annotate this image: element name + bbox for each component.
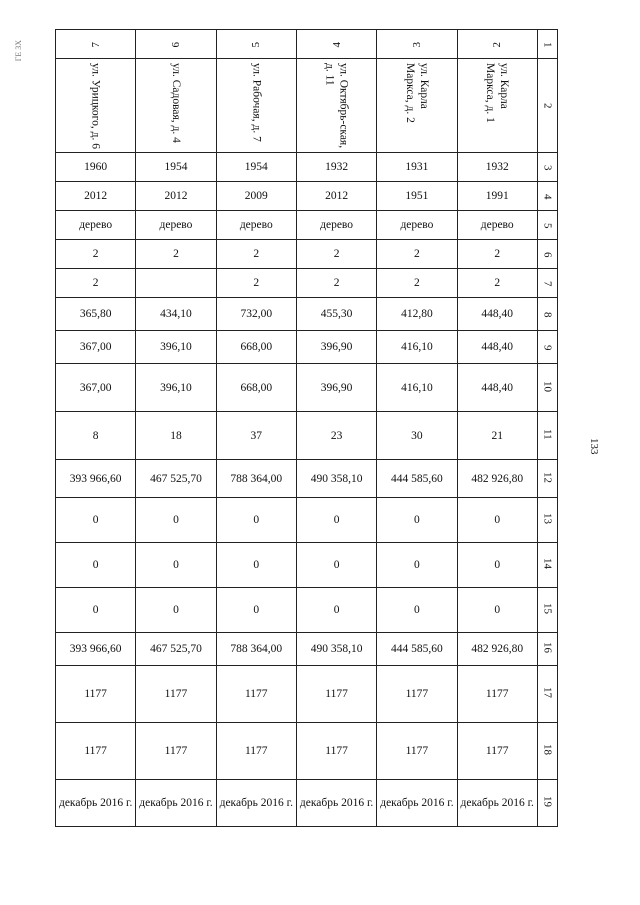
cell-value: 1177 bbox=[325, 688, 348, 700]
value-cell bbox=[377, 211, 457, 240]
cell-value: 1177 bbox=[485, 745, 509, 757]
value-cell bbox=[136, 153, 216, 182]
value-cell bbox=[216, 412, 296, 460]
cell-value: дерево bbox=[239, 219, 273, 231]
row-number-cell bbox=[537, 666, 557, 723]
value-cell bbox=[377, 633, 457, 666]
cell-value: 788 364,00 bbox=[230, 472, 283, 485]
cell-value: 1932 bbox=[485, 161, 509, 173]
cell-value: 2012 bbox=[84, 190, 108, 202]
row-number-cell bbox=[537, 498, 557, 543]
address-cell bbox=[136, 59, 216, 153]
cell-value: 434,10 bbox=[160, 308, 192, 320]
cell-value: 490 358,10 bbox=[310, 643, 363, 655]
value-cell bbox=[457, 723, 537, 780]
value-cell bbox=[56, 633, 136, 666]
table-row bbox=[56, 211, 558, 240]
value-cell bbox=[457, 182, 537, 211]
row-number-cell bbox=[537, 588, 557, 633]
cell-value: 396,10 bbox=[160, 341, 192, 353]
value-cell bbox=[296, 723, 376, 780]
cell-value: 0 bbox=[494, 514, 501, 526]
value-cell bbox=[216, 498, 296, 543]
value-cell bbox=[56, 331, 136, 364]
table-row bbox=[56, 780, 558, 827]
value-cell bbox=[136, 269, 216, 298]
table-row bbox=[56, 59, 558, 153]
value-cell bbox=[136, 780, 216, 827]
value-cell bbox=[296, 153, 376, 182]
cell-value: декабрь 2016 г. bbox=[299, 797, 374, 809]
row-number: 18 bbox=[541, 744, 554, 755]
value-cell bbox=[377, 666, 457, 723]
row-number: 10 bbox=[541, 380, 554, 392]
row-number: 4 bbox=[541, 193, 554, 199]
value-cell bbox=[457, 666, 537, 723]
value-cell bbox=[457, 298, 537, 331]
column-number: 3 bbox=[410, 41, 423, 47]
value-cell bbox=[216, 153, 296, 182]
column-number-cell bbox=[377, 30, 457, 59]
cell-value: 18 bbox=[170, 429, 182, 442]
value-cell bbox=[377, 723, 457, 780]
cell-value: 23 bbox=[330, 429, 343, 442]
cell-value: 2 bbox=[333, 248, 340, 260]
cell-value: 448,40 bbox=[481, 308, 514, 320]
table-row bbox=[56, 460, 558, 498]
value-cell bbox=[216, 588, 296, 633]
value-cell bbox=[296, 182, 376, 211]
row-number: 14 bbox=[541, 558, 554, 569]
cell-value: 1954 bbox=[244, 161, 268, 173]
table-row bbox=[56, 588, 558, 633]
cell-value: 365,80 bbox=[79, 308, 112, 320]
value-cell bbox=[56, 666, 136, 723]
cell-value: 1177 bbox=[164, 688, 188, 700]
value-cell bbox=[377, 153, 457, 182]
cell-value: 2012 bbox=[164, 190, 188, 202]
row-number-cell bbox=[537, 211, 557, 240]
cell-value: 1177 bbox=[405, 688, 429, 700]
address: ул. Урицкого, д. 6 bbox=[89, 63, 102, 149]
value-cell bbox=[296, 498, 376, 543]
cell-value: дерево bbox=[480, 219, 514, 231]
cell-value: 367,00 bbox=[79, 341, 112, 353]
cell-value: 0 bbox=[414, 604, 420, 616]
table-row bbox=[56, 633, 558, 666]
cell-value: 467 525,70 bbox=[150, 643, 202, 655]
value-cell bbox=[377, 412, 457, 460]
value-cell bbox=[136, 723, 216, 780]
cell-value: 2 bbox=[92, 277, 99, 289]
value-cell bbox=[216, 460, 296, 498]
cell-value: 0 bbox=[333, 604, 340, 616]
address: ул. Рабочая, д. 7 bbox=[250, 63, 263, 142]
value-cell bbox=[136, 588, 216, 633]
column-number: 7 bbox=[89, 41, 102, 47]
cell-value: 8 bbox=[92, 429, 99, 442]
cell-value: 416,10 bbox=[401, 341, 433, 353]
value-cell bbox=[56, 543, 136, 588]
value-cell bbox=[296, 460, 376, 498]
value-cell bbox=[136, 211, 216, 240]
value-cell bbox=[377, 780, 457, 827]
value-cell bbox=[457, 460, 537, 498]
value-cell bbox=[56, 723, 136, 780]
row-number: 19 bbox=[541, 796, 554, 807]
cell-value: 490 358,10 bbox=[310, 472, 363, 485]
row-number: 8 bbox=[541, 311, 554, 317]
cell-value: 2 bbox=[253, 277, 260, 289]
cell-value: 30 bbox=[411, 429, 423, 442]
value-cell bbox=[136, 666, 216, 723]
cell-value: 1954 bbox=[164, 161, 188, 173]
value-cell bbox=[136, 364, 216, 412]
row-number-cell bbox=[537, 269, 557, 298]
cell-value: 1177 bbox=[244, 688, 268, 700]
value-cell bbox=[377, 269, 457, 298]
cell-value: 1177 bbox=[325, 745, 348, 757]
value-cell bbox=[377, 240, 457, 269]
cell-value: дерево bbox=[79, 219, 113, 231]
cell-value: 1932 bbox=[325, 161, 349, 173]
value-cell bbox=[377, 298, 457, 331]
value-cell bbox=[377, 460, 457, 498]
column-number-cell bbox=[457, 30, 537, 59]
cell-value: 0 bbox=[253, 559, 260, 571]
value-cell bbox=[56, 780, 136, 827]
column-number-cell bbox=[56, 30, 136, 59]
row-number-cell bbox=[537, 298, 557, 331]
value-cell bbox=[377, 182, 457, 211]
value-cell bbox=[296, 298, 376, 331]
value-cell bbox=[56, 182, 136, 211]
value-cell bbox=[136, 460, 216, 498]
value-cell bbox=[296, 331, 376, 364]
cell-value: 412,80 bbox=[401, 308, 433, 320]
table-row bbox=[56, 269, 558, 298]
cell-value: дерево bbox=[159, 219, 193, 231]
row-number: 6 bbox=[541, 251, 554, 257]
row-number: 1 bbox=[541, 41, 554, 47]
value-cell bbox=[56, 498, 136, 543]
row-number: 9 bbox=[541, 344, 554, 350]
address-cell bbox=[56, 59, 136, 153]
cell-value: 444 585,60 bbox=[391, 472, 443, 485]
value-cell bbox=[216, 298, 296, 331]
table-row bbox=[56, 298, 558, 331]
value-cell bbox=[136, 498, 216, 543]
row-number: 13 bbox=[541, 513, 554, 524]
cell-value: 0 bbox=[494, 559, 501, 571]
cell-value: 396,90 bbox=[320, 341, 353, 353]
value-cell bbox=[56, 269, 136, 298]
column-number-cell bbox=[136, 30, 216, 59]
row-number-cell bbox=[537, 723, 557, 780]
value-cell bbox=[136, 298, 216, 331]
column-number-cell bbox=[296, 30, 376, 59]
value-cell bbox=[56, 364, 136, 412]
column-number: 6 bbox=[169, 41, 182, 47]
value-cell bbox=[56, 460, 136, 498]
address: ул. Садовая, д. 4 bbox=[169, 63, 182, 143]
value-cell bbox=[377, 588, 457, 633]
value-cell bbox=[296, 412, 376, 460]
cell-value: дерево bbox=[400, 219, 434, 231]
cell-value: декабрь 2016 г. bbox=[58, 797, 133, 809]
address-cell bbox=[296, 59, 376, 153]
cell-value: 1177 bbox=[405, 745, 429, 757]
column-number: 4 bbox=[330, 41, 343, 47]
cell-value: 0 bbox=[414, 559, 420, 571]
row-number-cell bbox=[537, 460, 557, 498]
value-cell bbox=[56, 298, 136, 331]
value-cell bbox=[136, 633, 216, 666]
margin-mark: ГЕ ЗХ bbox=[14, 40, 23, 62]
cell-value: 448,40 bbox=[481, 381, 514, 394]
value-cell bbox=[457, 364, 537, 412]
cell-value: 416,10 bbox=[401, 381, 433, 394]
table-row bbox=[56, 412, 558, 460]
cell-value: 668,00 bbox=[240, 341, 273, 353]
column-number: 2 bbox=[491, 41, 504, 47]
value-cell bbox=[296, 666, 376, 723]
value-cell bbox=[136, 240, 216, 269]
row-number: 12 bbox=[541, 471, 554, 483]
value-cell bbox=[136, 412, 216, 460]
table-row bbox=[56, 498, 558, 543]
value-cell bbox=[56, 412, 136, 460]
cell-value: 2 bbox=[494, 248, 501, 260]
row-number: 11 bbox=[541, 428, 554, 440]
value-cell bbox=[296, 364, 376, 412]
cell-value: 0 bbox=[253, 514, 260, 526]
row-number: 3 bbox=[541, 164, 554, 170]
value-cell bbox=[296, 269, 376, 298]
cell-value: 1177 bbox=[84, 688, 107, 700]
cell-value: 2 bbox=[92, 248, 99, 260]
value-cell bbox=[216, 182, 296, 211]
cell-value: 37 bbox=[250, 429, 263, 442]
cell-value: 2 bbox=[414, 277, 420, 289]
value-cell bbox=[216, 780, 296, 827]
value-cell bbox=[457, 543, 537, 588]
address: ул. Октябрь-ская, д. 11 bbox=[323, 63, 350, 149]
cell-value: дерево bbox=[320, 219, 354, 231]
row-number-cell bbox=[537, 240, 557, 269]
value-cell bbox=[56, 240, 136, 269]
row-number: 17 bbox=[541, 687, 554, 698]
value-cell bbox=[56, 211, 136, 240]
value-cell bbox=[216, 543, 296, 588]
value-cell bbox=[216, 240, 296, 269]
row-number-cell bbox=[537, 182, 557, 211]
cell-value: 0 bbox=[173, 514, 179, 526]
data-table bbox=[55, 29, 558, 827]
row-number-cell bbox=[537, 633, 557, 666]
cell-value: декабрь 2016 г. bbox=[219, 797, 293, 809]
row-number-cell bbox=[537, 543, 557, 588]
cell-value: 2012 bbox=[325, 190, 349, 202]
cell-value: 393 966,60 bbox=[69, 472, 122, 485]
page-number: 133 bbox=[588, 438, 600, 455]
value-cell bbox=[56, 588, 136, 633]
value-cell bbox=[216, 211, 296, 240]
value-cell bbox=[216, 331, 296, 364]
cell-value: 2009 bbox=[244, 190, 268, 202]
cell-value: 2 bbox=[414, 248, 420, 260]
value-cell bbox=[296, 211, 376, 240]
cell-value: 367,00 bbox=[79, 381, 112, 394]
cell-value: декабрь 2016 г. bbox=[380, 797, 454, 809]
address: ул. Карла Маркса, д. 2 bbox=[403, 63, 430, 123]
cell-value: 1177 bbox=[84, 745, 107, 757]
value-cell bbox=[457, 588, 537, 633]
row-number-cell bbox=[537, 780, 557, 827]
cell-value: 0 bbox=[92, 559, 99, 571]
table-row bbox=[56, 723, 558, 780]
address-cell bbox=[457, 59, 537, 153]
cell-value: 0 bbox=[92, 514, 99, 526]
row-number-cell bbox=[537, 331, 557, 364]
value-cell bbox=[216, 723, 296, 780]
cell-value: 788 364,00 bbox=[230, 643, 283, 655]
value-cell bbox=[457, 240, 537, 269]
value-cell bbox=[377, 543, 457, 588]
row-number: 7 bbox=[541, 280, 554, 286]
value-cell bbox=[136, 182, 216, 211]
value-cell bbox=[296, 543, 376, 588]
cell-value: 1931 bbox=[405, 161, 429, 173]
cell-value: 2 bbox=[333, 277, 340, 289]
value-cell bbox=[136, 331, 216, 364]
value-cell bbox=[136, 543, 216, 588]
cell-value: 0 bbox=[414, 514, 420, 526]
cell-value: декабрь 2016 г. bbox=[460, 797, 534, 809]
row-number: 16 bbox=[541, 642, 554, 653]
value-cell bbox=[216, 666, 296, 723]
value-cell bbox=[296, 240, 376, 269]
value-cell bbox=[457, 269, 537, 298]
cell-value: 0 bbox=[173, 604, 179, 616]
row-number: 15 bbox=[541, 603, 554, 614]
cell-value: 1951 bbox=[405, 190, 429, 202]
value-cell bbox=[457, 498, 537, 543]
cell-value: 2 bbox=[173, 248, 179, 260]
value-cell bbox=[377, 364, 457, 412]
cell-value: 0 bbox=[333, 514, 340, 526]
cell-value: 732,00 bbox=[240, 308, 273, 320]
value-cell bbox=[56, 153, 136, 182]
address: ул. Карла Маркса, д. 1 bbox=[484, 63, 511, 123]
cell-value: 393 966,60 bbox=[69, 643, 122, 655]
row-number-cell bbox=[537, 364, 557, 412]
cell-value: 467 525,70 bbox=[150, 472, 202, 485]
table-row bbox=[56, 182, 558, 211]
row-number-cell bbox=[537, 153, 557, 182]
row-number: 5 bbox=[541, 222, 554, 228]
value-cell bbox=[216, 633, 296, 666]
cell-value: 455,30 bbox=[320, 308, 353, 320]
table-row bbox=[56, 153, 558, 182]
value-cell bbox=[457, 331, 537, 364]
table-row bbox=[56, 666, 558, 723]
table-row bbox=[56, 331, 558, 364]
cell-value: 396,10 bbox=[160, 381, 192, 394]
cell-value: 0 bbox=[333, 559, 340, 571]
row-number-cell bbox=[537, 30, 557, 59]
cell-value: 482 926,80 bbox=[471, 643, 524, 655]
column-number: 5 bbox=[250, 41, 263, 47]
cell-value: 448,40 bbox=[481, 341, 514, 353]
row-number-cell bbox=[537, 412, 557, 460]
value-cell bbox=[377, 331, 457, 364]
cell-value: 444 585,60 bbox=[391, 643, 443, 655]
cell-value: 668,00 bbox=[240, 381, 273, 394]
table-row bbox=[56, 30, 558, 59]
table-row bbox=[56, 364, 558, 412]
value-cell bbox=[457, 780, 537, 827]
cell-value: 396,90 bbox=[320, 381, 353, 394]
value-cell bbox=[457, 633, 537, 666]
address-cell bbox=[377, 59, 457, 153]
value-cell bbox=[296, 780, 376, 827]
cell-value: декабрь 2016 г. bbox=[139, 797, 213, 809]
column-number-cell bbox=[216, 30, 296, 59]
cell-value: 1177 bbox=[244, 745, 268, 757]
value-cell bbox=[296, 633, 376, 666]
value-cell bbox=[216, 269, 296, 298]
row-number: 2 bbox=[541, 103, 554, 109]
cell-value: 0 bbox=[92, 604, 99, 616]
value-cell bbox=[457, 153, 537, 182]
value-cell bbox=[296, 588, 376, 633]
value-cell bbox=[377, 498, 457, 543]
address-cell bbox=[216, 59, 296, 153]
cell-value: 21 bbox=[491, 429, 503, 442]
value-cell bbox=[457, 211, 537, 240]
value-cell bbox=[457, 412, 537, 460]
row-number-cell bbox=[537, 59, 557, 153]
table-row bbox=[56, 543, 558, 588]
cell-value: 1177 bbox=[164, 745, 188, 757]
cell-value: 1960 bbox=[84, 161, 108, 173]
value-cell bbox=[216, 364, 296, 412]
cell-value: 1991 bbox=[485, 190, 509, 202]
table-row bbox=[56, 240, 558, 269]
cell-value: 2 bbox=[253, 248, 260, 260]
cell-value: 482 926,80 bbox=[471, 472, 524, 485]
cell-value: 1177 bbox=[485, 688, 509, 700]
cell-value: 2 bbox=[494, 277, 501, 289]
cell-value: 0 bbox=[494, 604, 501, 616]
cell-value: 0 bbox=[173, 559, 179, 571]
cell-value: 0 bbox=[253, 604, 260, 616]
